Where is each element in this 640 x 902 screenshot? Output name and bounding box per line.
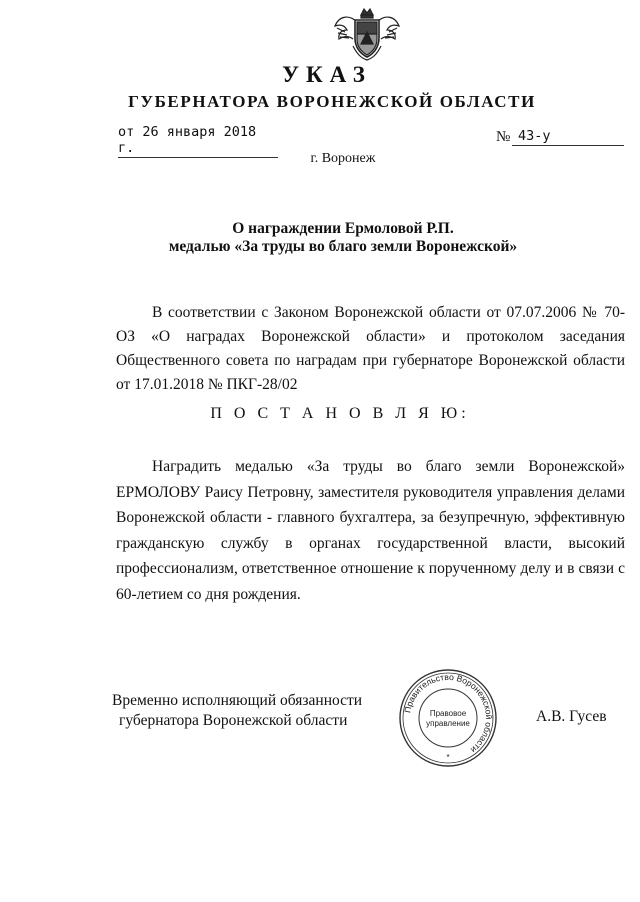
signer-position-line-2: губернатора Воронежской области [119,712,348,729]
heading-line-2: медалью «За труды во благо земли Воронежской» [168,238,518,255]
decree-body-text: Наградить медалью «За труды во благо земли Воронежской» ЕРМОЛОВУ Раису Петровну, заместителя руководителя управления делами Воронежской области - главного бухгалтера, за безупречную, эффективную гражданскую службу в органах государственной власти, высокий профессионализм, ответственное отношение к порученному делу и в связи с 60-летием со дня рождения. [116,458,625,603]
document-number: 43-у [512,128,624,146]
document-date: от 26 января 2018 г. [118,124,278,158]
signer-name: А.В. Гусев [536,708,607,725]
official-stamp [398,668,498,768]
number-label: № [496,129,511,145]
stamp-center-line-1: Правовое [429,709,467,718]
document-city: г. Воронеж [310,151,376,166]
preamble-text: В соответствии с Законом Воронежской области от 07.07.2006 № 70-ОЗ «О наградах Воронежской области» и протоколом заседания Общественного совета по наградам при губернаторе Воронежской области от 17.01.2018 № ПКГ-28/02 [116,304,625,393]
coat-of-arms-emblem [331,6,403,66]
signer-position-line-1: Временно исполняющий обязанности [112,692,363,709]
decree-word: П О С Т А Н О В Л Я Ю: [210,405,470,422]
heading-line-1: О награждении Ермоловой Р.П. [232,220,454,237]
stamp-star: * [446,753,450,762]
stamp-center-line-2: управление [426,719,470,728]
document-title: УКАЗ [282,62,372,87]
signer-position [112,691,362,731]
preamble-paragraph [116,301,625,397]
document-subtitle: ГУБЕРНАТОРА ВОРОНЕЖСКОЙ ОБЛАСТИ [128,92,536,111]
stamp-ring-text: Правительство Воронежской области [402,671,495,756]
decree-body-paragraph [116,454,625,607]
